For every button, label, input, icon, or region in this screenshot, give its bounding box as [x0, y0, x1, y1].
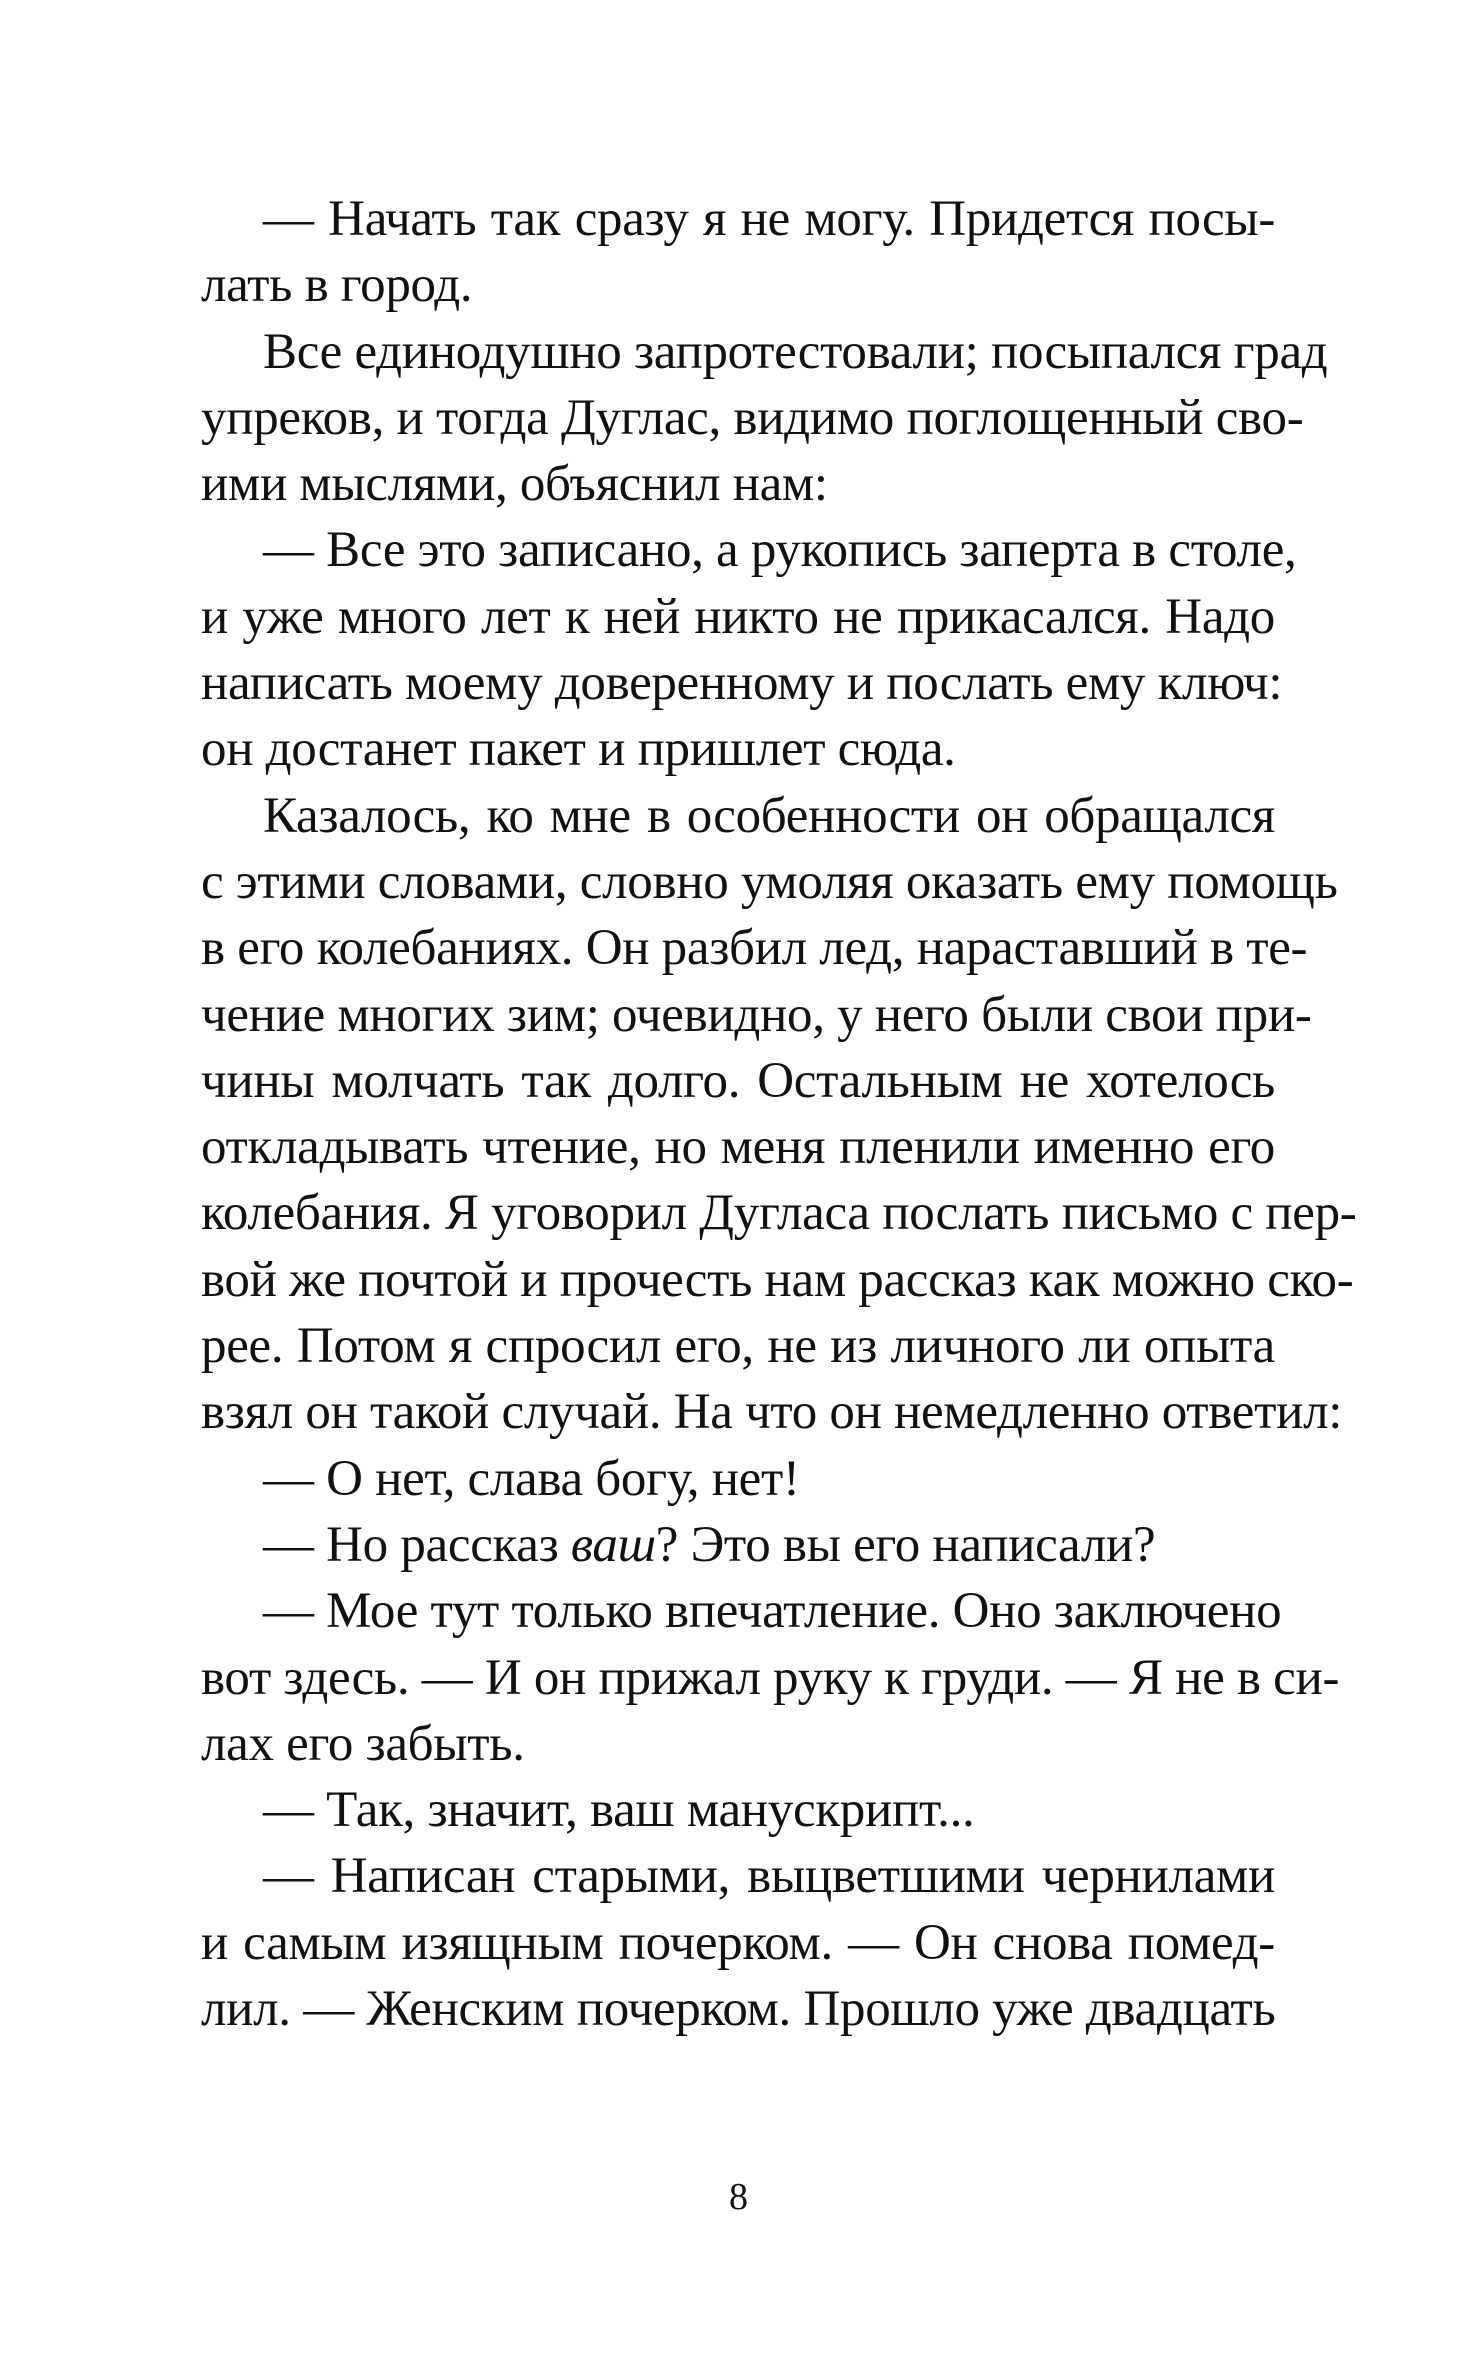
text-line: — Все это записано, а рукопись заперта в столе, — [263, 522, 1297, 579]
text-line: он достанет пакет и пришлет сюда. — [201, 721, 956, 778]
italic-emphasis: ваш — [570, 1516, 656, 1573]
text-line: лах его забыть. — [201, 1715, 525, 1772]
text-line: колебания. Я уговорил Дугласа послать письмо с пер- — [201, 1185, 1357, 1242]
text-line — [201, 1512, 1275, 1578]
text-line: — Мое тут только впечатление. Оно заключено — [263, 1583, 1282, 1640]
text-line: — Начать так сразу я не могу. Придется посы- — [263, 191, 1275, 247]
text-line: чины молчать так долго. Остальным не хотелось — [201, 1052, 1275, 1109]
text-line: — Так, значит, ваш манускрипт... — [263, 1782, 975, 1839]
text-line: откладывать чтение, но меня пленили именно его — [201, 1119, 1275, 1176]
text-line: упреков, и тогда Дуглас, видимо поглощенный сво- — [201, 389, 1304, 446]
text-line: в его колебаниях. Он разбил лед, нараставший в те- — [201, 920, 1308, 977]
page-number: 8 — [729, 2176, 748, 2218]
text-line: и уже много лет к ней никто не прикасался. Надо — [201, 588, 1275, 645]
text-line: лать в город. — [201, 257, 473, 314]
text-line: взял он такой случай. На что он немедленно ответил: — [201, 1384, 1343, 1441]
text-segment: ? Это вы его написали? — [655, 1516, 1156, 1573]
text-line: — О нет, слава богу, нет! — [263, 1450, 800, 1507]
text-line: ими мыслями, объяснил нам: — [201, 456, 828, 513]
text-line: — Написан старыми, выцветшими чернилами — [263, 1848, 1275, 1905]
text-segment: — Но рассказ — [263, 1516, 571, 1573]
text-line: и самым изящным почерком. — Он снова помед- — [201, 1914, 1275, 1971]
page-body-text — [201, 186, 1357, 2042]
text-line: с этими словами, словно умоляя оказать ему помощь — [201, 853, 1338, 910]
text-line: чение многих зим; очевидно, у него были свои при- — [201, 986, 1312, 1043]
text-line: рее. Потом я спросил его, не из личного ли опыта — [201, 1318, 1275, 1375]
text-line: вот здесь. — И он прижал руку к груди. — Я не в си- — [201, 1649, 1340, 1706]
text-line: написать моему доверенному и послать ему ключ: — [201, 655, 1283, 712]
text-line: Все единодушно запротестовали; посыпался град — [263, 323, 1328, 380]
text-line: Казалось, ко мне в особенности он обращался — [263, 787, 1275, 844]
text-line: вой же почтой и прочесть нам рассказ как можно ско- — [201, 1251, 1354, 1308]
text-line: лил. — Женским почерком. Прошло уже двадцать — [201, 1981, 1276, 2038]
